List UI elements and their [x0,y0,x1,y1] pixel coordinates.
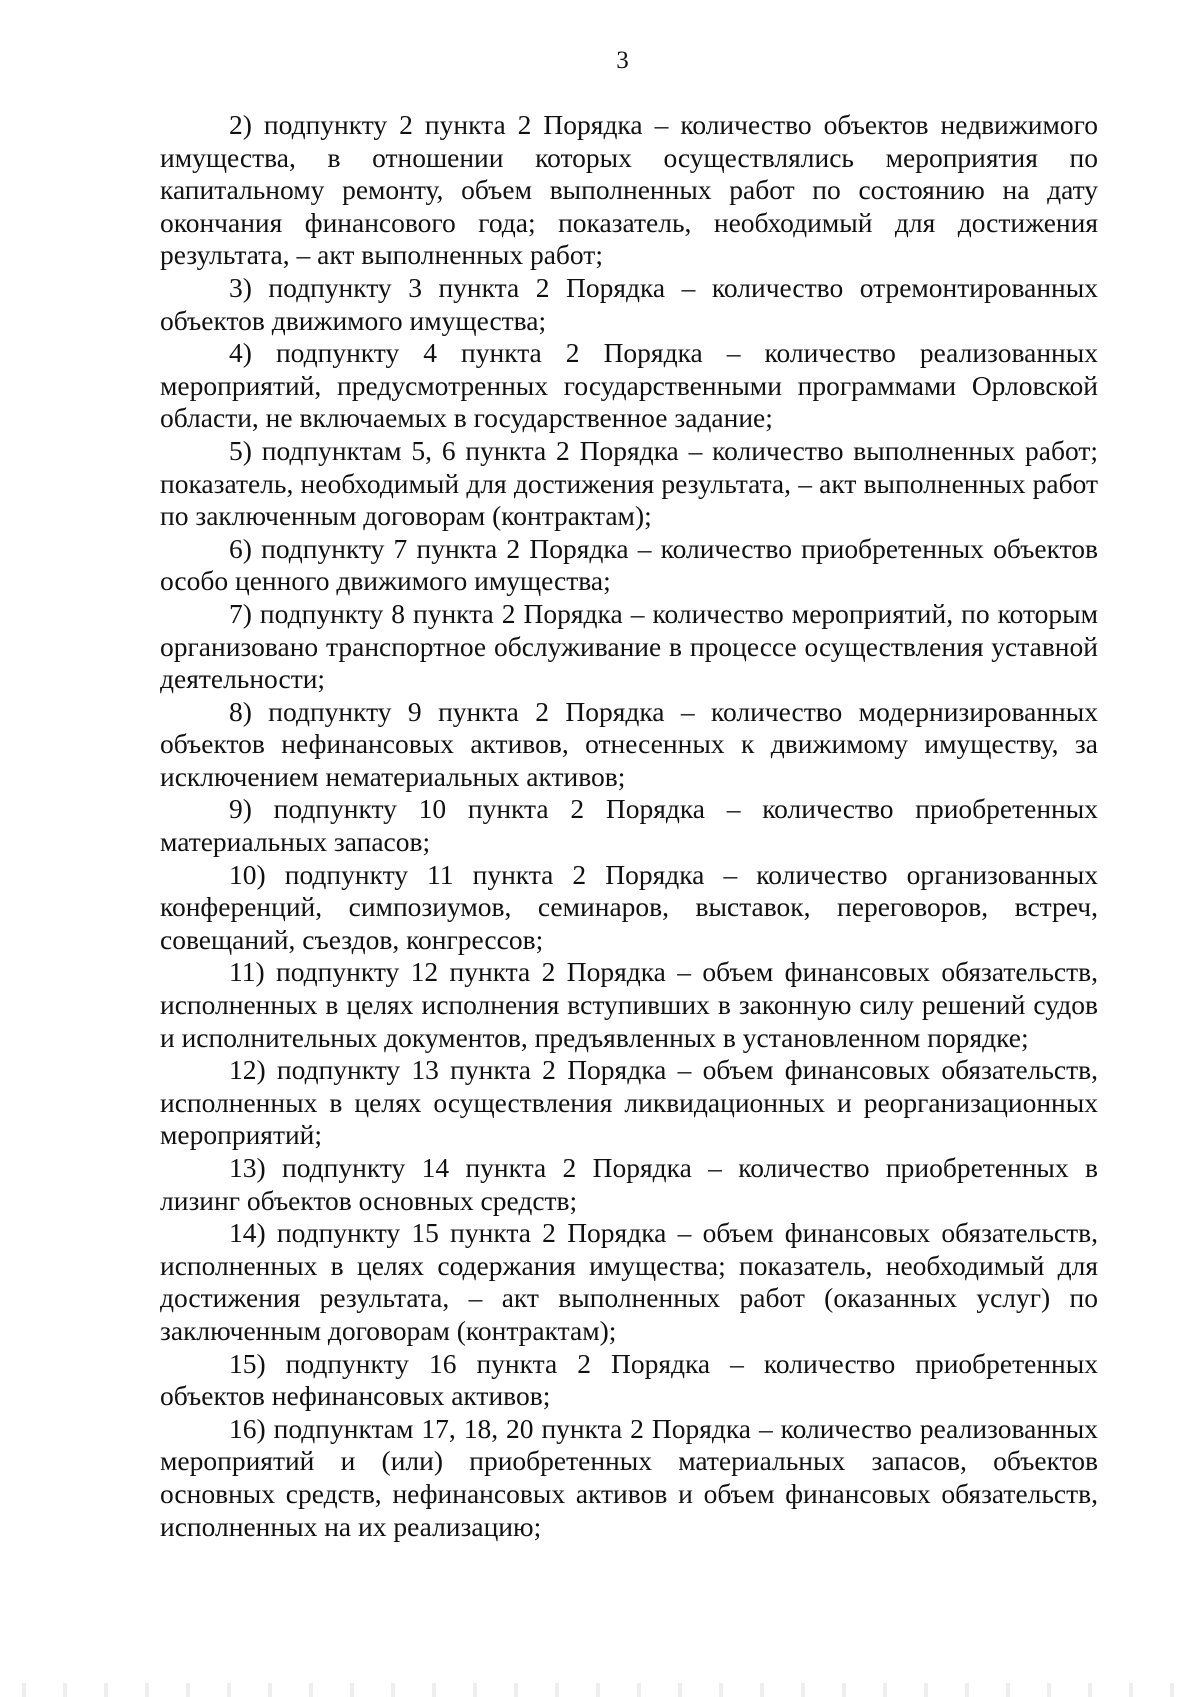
list-item: 3) подпункту 3 пункта 2 Порядка – количество отремонтированных объектов движимого имущества; [160,271,1098,336]
list-item: 14) подпункту 15 пункта 2 Порядка – объем финансовых обязательств, исполненных в целях содержания имущества; показатель, необходимый для достижения результата, – акт выполненных работ (оказанных услуг) по заключенным договорам (контрактам); [160,1217,1098,1346]
list-item: 6) подпункту 7 пункта 2 Порядка – количество приобретенных объектов особо ценного движимого имущества; [160,532,1098,597]
list-item: 13) подпункту 14 пункта 2 Порядка – количество приобретенных в лизинг объектов основных средств; [160,1152,1098,1216]
list-item: 5) подпунктам 5, 6 пункта 2 Порядка – количество выполненных работ; показатель, необходимый для достижения результата, – акт выполненных работ по заключенным договорам (контрактам); [160,434,1098,532]
list-item: 9) подпункту 10 пункта 2 Порядка – количество приобретенных материальных запасов; [160,793,1098,858]
list-item: 12) подпункту 13 пункта 2 Порядка – объем финансовых обязательств, исполненных в целях осуществления ликвидационных и реорганизационных мероприятий; [160,1054,1098,1151]
list-item: 15) подпункту 16 пункта 2 Порядка – количество приобретенных объектов нефинансовых активов; [160,1347,1098,1412]
list-item: 7) подпункту 8 пункта 2 Порядка – количество мероприятий, по которым организовано транспортное обслуживание в процессе осуществления уставной деятельности; [160,597,1098,695]
scan-edge-artifact [0,1683,1200,1697]
list-item: 2) подпункту 2 пункта 2 Порядка – количество объектов недвижимого имущества, в отношении которых осуществлялись мероприятия по капитальному ремонту, объем выполненных работ по состоянию на дату окончания финансового года; показатель, необходимый для достижения результата, – акт выполненных работ; [160,109,1098,271]
list-item: 11) подпункту 12 пункта 2 Порядка – объем финансовых обязательств, исполненных в целях исполнения вступивших в законную силу решений судов и исполнительных документов, предъявленных в установленном порядке; [160,956,1098,1053]
document-body [160,109,1098,1543]
list-item: 16) подпунктам 17, 18, 20 пункта 2 Порядка – количество реализованных мероприятий и (или) приобретенных материальных запасов, объектов основных средств, нефинансовых активов и объем финансовых обязательств, исполненных на их реализацию; [160,1412,1098,1542]
page-number: 3 [616,47,629,74]
list-item: 10) подпункту 11 пункта 2 Порядка – количество организованных конференций, симпозиумов, семинаров, выставок, переговоров, встреч, совещаний, съездов, конгрессов; [160,858,1098,955]
list-item: 8) подпункту 9 пункта 2 Порядка – количество модернизированных объектов нефинансовых активов, отнесенных к движимому имуществу, за исключением нематериальных активов; [160,695,1098,792]
list-item: 4) подпункту 4 пункта 2 Порядка – количество реализованных мероприятий, предусмотренных государственными программами Орловской области, не включаемых в государственное задание; [160,337,1098,434]
